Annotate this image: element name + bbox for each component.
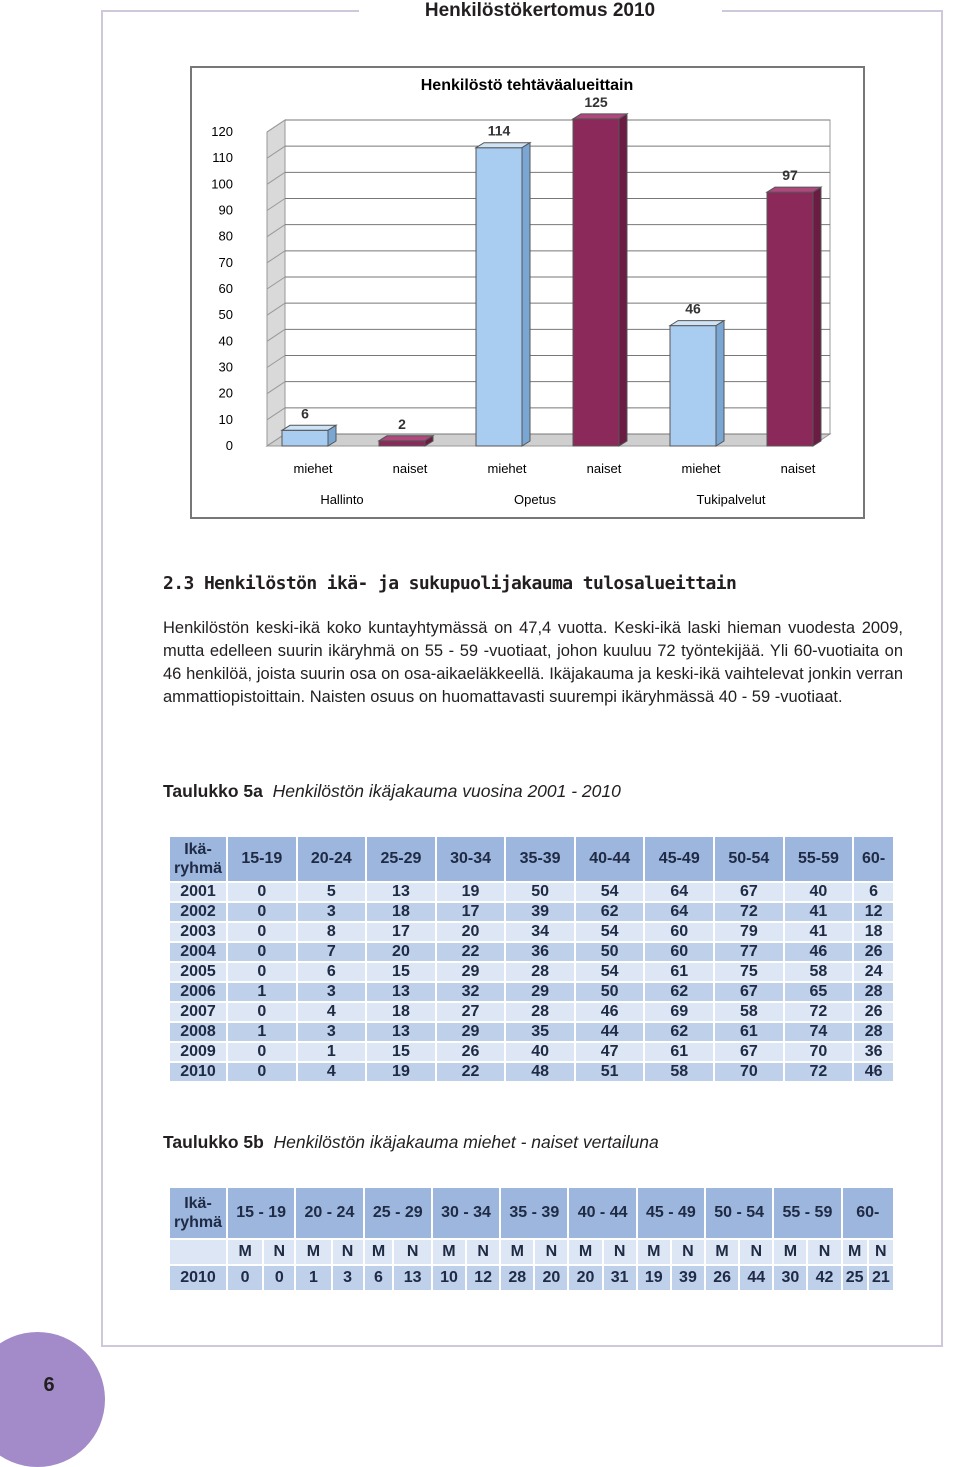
table-cell: 40 xyxy=(784,882,854,902)
table-cell: 69 xyxy=(644,1002,714,1022)
table-cell: 12 xyxy=(853,902,894,922)
table-5a-col-header: 50-54 xyxy=(714,837,784,882)
table-cell: 0 xyxy=(227,1265,263,1291)
table-cell: 0 xyxy=(227,902,297,922)
table-cell: 1 xyxy=(227,982,297,1002)
row-year: 2010 xyxy=(170,1062,227,1082)
table-cell: 31 xyxy=(603,1265,637,1291)
table-cell: 79 xyxy=(714,922,784,942)
table-cell: 3 xyxy=(297,1022,367,1042)
table-cell: 35 xyxy=(505,1022,575,1042)
y-tick-label: 0 xyxy=(225,438,233,453)
table-cell: 28 xyxy=(505,962,575,982)
data-label: 6 xyxy=(301,405,309,422)
gender-label: M xyxy=(500,1239,534,1265)
table-cell: 60 xyxy=(644,942,714,962)
x-tick-label: miehet xyxy=(681,461,721,476)
table-cell: 1 xyxy=(295,1265,331,1291)
table-cell: 28 xyxy=(500,1265,534,1291)
y-tick-label: 60 xyxy=(218,281,233,296)
table-5b-gender-row xyxy=(170,1239,894,1265)
table-5b-col-header: 30 - 34 xyxy=(432,1188,500,1239)
table-cell: 50 xyxy=(575,982,645,1002)
table-cell: 8 xyxy=(297,922,367,942)
bar-top xyxy=(573,114,627,119)
table-5a-caption-text: Henkilöstön ikäjakauma vuosina 2001 - 2010 xyxy=(272,781,621,801)
table-cell: 72 xyxy=(714,902,784,922)
row-year: 2010 xyxy=(170,1265,227,1291)
table-cell: 51 xyxy=(575,1062,645,1082)
table-5b-col-header: 60- xyxy=(842,1188,894,1239)
table-5a-col-header: 30-34 xyxy=(436,837,506,882)
table-cell: 72 xyxy=(784,1002,854,1022)
page-frame-right xyxy=(941,10,943,1347)
table-cell: 6 xyxy=(297,962,367,982)
page-frame-left xyxy=(101,10,103,1347)
bar-top xyxy=(767,187,821,192)
data-label: 114 xyxy=(487,122,511,139)
table-cell: 42 xyxy=(807,1265,841,1291)
table-5a-col-header: 35-39 xyxy=(505,837,575,882)
table-cell: 46 xyxy=(784,942,854,962)
table-cell: 13 xyxy=(393,1265,432,1291)
table-cell: 41 xyxy=(784,922,854,942)
table-cell: 41 xyxy=(784,902,854,922)
table-cell: 58 xyxy=(714,1002,784,1022)
table-cell: 1 xyxy=(297,1042,367,1062)
table-cell: 28 xyxy=(853,982,894,1002)
table-cell: 0 xyxy=(227,1002,297,1022)
table-cell: 58 xyxy=(644,1062,714,1082)
table-cell: 32 xyxy=(436,982,506,1002)
row-year: 2009 xyxy=(170,1042,227,1062)
section-heading: 2.3 Henkilöstön ikä- ja sukupuolijakauma tulosalueittain xyxy=(163,573,737,594)
bar-top xyxy=(476,143,530,148)
table-cell: 70 xyxy=(714,1062,784,1082)
gender-label: N xyxy=(739,1239,773,1265)
table-cell: 58 xyxy=(784,962,854,982)
gender-label: N xyxy=(603,1239,637,1265)
gender-label: M xyxy=(842,1239,868,1265)
table-cell: 48 xyxy=(505,1062,575,1082)
table-5b-caption-text: Henkilöstön ikäjakauma miehet - naiset vertailuna xyxy=(273,1132,659,1152)
table-cell: 47 xyxy=(575,1042,645,1062)
table-5b-col-header: 50 - 54 xyxy=(705,1188,773,1239)
table-cell: 46 xyxy=(575,1002,645,1022)
table-row xyxy=(170,882,894,902)
table-row xyxy=(170,1042,894,1062)
table-cell: 0 xyxy=(227,962,297,982)
table-cell: 24 xyxy=(853,962,894,982)
table-5b-col-header: 40 - 44 xyxy=(568,1188,636,1239)
table-5b-col-header: 45 - 49 xyxy=(637,1188,705,1239)
table-5b-col-header: 20 - 24 xyxy=(295,1188,363,1239)
table-cell: 27 xyxy=(436,1002,506,1022)
table-5b-col-header: 55 - 59 xyxy=(773,1188,841,1239)
table-cell: 20 xyxy=(568,1265,602,1291)
table-cell: 22 xyxy=(436,1062,506,1082)
row-year: 2002 xyxy=(170,902,227,922)
y-tick-label: 100 xyxy=(211,176,233,192)
table-cell: 15 xyxy=(366,962,436,982)
table-cell: 67 xyxy=(714,1042,784,1062)
y-tick-label: 10 xyxy=(218,411,233,427)
bar-side xyxy=(813,187,821,446)
table-cell: 67 xyxy=(714,982,784,1002)
table-cell: 20 xyxy=(436,922,506,942)
table-cell: 4 xyxy=(297,1002,367,1022)
table-cell: 26 xyxy=(853,1002,894,1022)
table-5b-corner xyxy=(170,1188,227,1239)
table-cell: 19 xyxy=(436,882,506,902)
table-cell: 34 xyxy=(505,922,575,942)
table-cell: 0 xyxy=(227,1062,297,1082)
table-5a-col-header: 40-44 xyxy=(575,837,645,882)
table-cell: 10 xyxy=(432,1265,466,1291)
table-cell: 20 xyxy=(534,1265,568,1291)
y-tick-label: 20 xyxy=(218,385,233,401)
table-5a-header-row xyxy=(170,837,894,882)
table-5b-caption xyxy=(163,1132,659,1153)
table-cell: 61 xyxy=(644,962,714,982)
table-cell: 39 xyxy=(671,1265,705,1291)
row-year: 2003 xyxy=(170,922,227,942)
gender-label: N xyxy=(807,1239,841,1265)
bar xyxy=(573,119,619,446)
gender-label: M xyxy=(364,1239,394,1265)
age-table-5b xyxy=(170,1188,895,1292)
table-cell: 36 xyxy=(853,1042,894,1062)
x-tick-label: naiset xyxy=(586,461,622,476)
table-5a-col-header: 60- xyxy=(853,837,894,882)
gender-label: M xyxy=(432,1239,466,1265)
table-5a-col-header: 20-24 xyxy=(297,837,367,882)
gender-label: M xyxy=(773,1239,807,1265)
table-cell: 29 xyxy=(436,962,506,982)
table-cell: 61 xyxy=(644,1042,714,1062)
table-cell: 7 xyxy=(297,942,367,962)
table-cell: 72 xyxy=(784,1062,854,1082)
table-cell: 77 xyxy=(714,942,784,962)
table-row xyxy=(170,922,894,942)
gender-label: N xyxy=(466,1239,500,1265)
table-cell: 26 xyxy=(705,1265,739,1291)
row-year: 2008 xyxy=(170,1022,227,1042)
table-cell: 18 xyxy=(853,922,894,942)
y-tick-label: 40 xyxy=(218,333,233,349)
x-tick-label: naiset xyxy=(780,461,816,476)
table-cell: 6 xyxy=(853,882,894,902)
table-cell: 13 xyxy=(366,1022,436,1042)
table-cell: 25 xyxy=(842,1265,868,1291)
table-cell: 3 xyxy=(297,902,367,922)
table-cell: 6 xyxy=(364,1265,394,1291)
group-label: Hallinto xyxy=(320,492,364,507)
chart-svg xyxy=(192,68,863,517)
x-tick-label: miehet xyxy=(293,461,333,476)
chart-title: Henkilöstö tehtäväalueittain xyxy=(420,77,634,94)
bar xyxy=(379,441,425,446)
group-label: Tukipalvelut xyxy=(696,492,766,507)
row-year: 2005 xyxy=(170,962,227,982)
table-cell: 40 xyxy=(505,1042,575,1062)
data-label: 97 xyxy=(782,167,798,184)
table-5b-corner-line1: Ikä- xyxy=(184,1195,212,1212)
table-cell: 64 xyxy=(644,882,714,902)
bar-chart xyxy=(190,66,865,519)
header-rule-left xyxy=(101,10,359,12)
table-cell: 29 xyxy=(436,1022,506,1042)
table-row xyxy=(170,962,894,982)
page-number: 6 xyxy=(43,1374,55,1396)
y-tick-label: 70 xyxy=(218,254,233,270)
table-cell: 64 xyxy=(644,902,714,922)
table-cell: 1 xyxy=(227,1022,297,1042)
row-year: 2006 xyxy=(170,982,227,1002)
y-tick-label: 90 xyxy=(218,202,233,218)
y-tick-label: 80 xyxy=(218,228,233,244)
table-5a-caption-label: Taulukko 5a xyxy=(163,781,263,801)
table-5a-corner-line1: Ikä- xyxy=(184,841,212,858)
table-cell: 62 xyxy=(644,1022,714,1042)
gender-label: M xyxy=(295,1239,331,1265)
table-cell: 0 xyxy=(263,1265,295,1291)
table-cell: 15 xyxy=(366,1042,436,1062)
gender-label: M xyxy=(637,1239,671,1265)
table-cell: 0 xyxy=(227,1042,297,1062)
table-5b-col-header: 15 - 19 xyxy=(227,1188,295,1239)
data-label: 2 xyxy=(398,415,406,432)
table-cell: 62 xyxy=(575,902,645,922)
table-5b-corner-line2: ryhmä xyxy=(173,1214,223,1231)
table-cell: 20 xyxy=(366,942,436,962)
table-5a-col-header: 55-59 xyxy=(784,837,854,882)
table-cell: 36 xyxy=(505,942,575,962)
page-number-badge xyxy=(0,1332,105,1467)
table-5a-col-header: 25-29 xyxy=(366,837,436,882)
data-label: 46 xyxy=(685,300,701,317)
table-cell: 0 xyxy=(227,942,297,962)
table-5b-header-row xyxy=(170,1188,894,1239)
x-tick-label: naiset xyxy=(392,461,428,476)
table-cell: 44 xyxy=(575,1022,645,1042)
table-5b-gender-corner xyxy=(170,1239,227,1265)
row-year: 2001 xyxy=(170,882,227,902)
table-cell: 29 xyxy=(505,982,575,1002)
table-cell: 60 xyxy=(644,922,714,942)
bar xyxy=(282,430,328,446)
gender-label: N xyxy=(868,1239,894,1265)
table-cell: 50 xyxy=(575,942,645,962)
table-cell: 13 xyxy=(366,982,436,1002)
table-cell: 39 xyxy=(505,902,575,922)
table-5b-col-header: 35 - 39 xyxy=(500,1188,568,1239)
gender-label: N xyxy=(263,1239,295,1265)
table-5a-col-header: 45-49 xyxy=(644,837,714,882)
bar-side xyxy=(619,114,627,446)
gender-label: N xyxy=(534,1239,568,1265)
y-tick-label: 50 xyxy=(218,307,233,323)
table-cell: 4 xyxy=(297,1062,367,1082)
table-cell: 0 xyxy=(227,922,297,942)
bar xyxy=(476,148,522,446)
document-title: Henkilöstökertomus 2010 xyxy=(424,0,656,21)
table-cell: 74 xyxy=(784,1022,854,1042)
table-cell: 54 xyxy=(575,922,645,942)
table-5a-col-header: 15-19 xyxy=(227,837,297,882)
gender-label: N xyxy=(393,1239,432,1265)
table-cell: 26 xyxy=(853,942,894,962)
table-cell: 12 xyxy=(466,1265,500,1291)
table-cell: 19 xyxy=(637,1265,671,1291)
table-cell: 17 xyxy=(366,922,436,942)
table-cell: 62 xyxy=(644,982,714,1002)
table-cell: 54 xyxy=(575,882,645,902)
table-5a-caption xyxy=(163,781,621,802)
y-tick-label: 30 xyxy=(218,359,233,375)
bar-top xyxy=(670,321,724,326)
table-5b-col-header: 25 - 29 xyxy=(364,1188,432,1239)
table-cell: 22 xyxy=(436,942,506,962)
gender-label: M xyxy=(705,1239,739,1265)
table-cell: 26 xyxy=(436,1042,506,1062)
bar-side xyxy=(522,143,530,446)
y-tick-label: 110 xyxy=(212,150,233,166)
data-label: 125 xyxy=(584,93,608,110)
table-row xyxy=(170,1002,894,1022)
table-cell: 28 xyxy=(853,1022,894,1042)
table-cell: 30 xyxy=(773,1265,807,1291)
table-5a-corner xyxy=(170,837,227,882)
age-table-5a xyxy=(170,837,895,1083)
table-row xyxy=(170,1022,894,1042)
table-cell: 65 xyxy=(784,982,854,1002)
bar-top xyxy=(282,425,336,430)
table-row xyxy=(170,902,894,922)
table-cell: 5 xyxy=(297,882,367,902)
table-cell: 70 xyxy=(784,1042,854,1062)
table-cell: 3 xyxy=(297,982,367,1002)
section-paragraph: Henkilöstön keski-ikä koko kuntayhtymässä on 47,4 vuotta. Keski-ikä laski hieman vuodesta 2009, mutta edelleen suurin ikäryhmä on 55 - 59 -vuotiaat, johon kuuluu 72 työntekijää. Yli 60-vuotiaita on 46 henkilöä, joista suurin osa on osa-aikaeläkkeellä. Ikäjakauma ja keski-ikä vaihtelevat jonkin verran ammattiopistoittain. Naisten osuus on huomattavasti suurempi ikäryhmässä 40 - 59 -vuotiaat. xyxy=(163,619,903,706)
table-5a-corner-line2: ryhmä xyxy=(173,860,223,877)
table-cell: 44 xyxy=(739,1265,773,1291)
gender-label: M xyxy=(227,1239,263,1265)
bar-side xyxy=(716,321,724,446)
bar xyxy=(670,326,716,446)
bar xyxy=(767,192,813,446)
table-row xyxy=(170,1062,894,1082)
y-tick-label: 120 xyxy=(211,124,233,139)
table-cell: 28 xyxy=(505,1002,575,1022)
table-cell: 17 xyxy=(436,902,506,922)
table-row xyxy=(170,982,894,1002)
gender-label: M xyxy=(568,1239,602,1265)
table-cell: 21 xyxy=(868,1265,894,1291)
table-5b-caption-label: Taulukko 5b xyxy=(163,1132,264,1152)
group-label: Opetus xyxy=(514,492,556,507)
x-tick-label: miehet xyxy=(487,461,527,476)
row-year: 2004 xyxy=(170,942,227,962)
bar-top xyxy=(379,436,433,441)
table-cell: 18 xyxy=(366,902,436,922)
table-5b-year-row xyxy=(170,1265,894,1291)
row-year: 2007 xyxy=(170,1002,227,1022)
page-frame-bottom xyxy=(101,1345,943,1347)
table-cell: 0 xyxy=(227,882,297,902)
table-cell: 61 xyxy=(714,1022,784,1042)
table-cell: 18 xyxy=(366,1002,436,1022)
table-cell: 19 xyxy=(366,1062,436,1082)
table-cell: 67 xyxy=(714,882,784,902)
table-cell: 3 xyxy=(332,1265,364,1291)
chart-floor xyxy=(267,434,830,446)
header-rule-right xyxy=(722,10,943,12)
table-cell: 50 xyxy=(505,882,575,902)
table-cell: 46 xyxy=(853,1062,894,1082)
gender-label: N xyxy=(671,1239,705,1265)
table-cell: 75 xyxy=(714,962,784,982)
table-row xyxy=(170,942,894,962)
gender-label: N xyxy=(332,1239,364,1265)
table-cell: 54 xyxy=(575,962,645,982)
table-cell: 13 xyxy=(366,882,436,902)
